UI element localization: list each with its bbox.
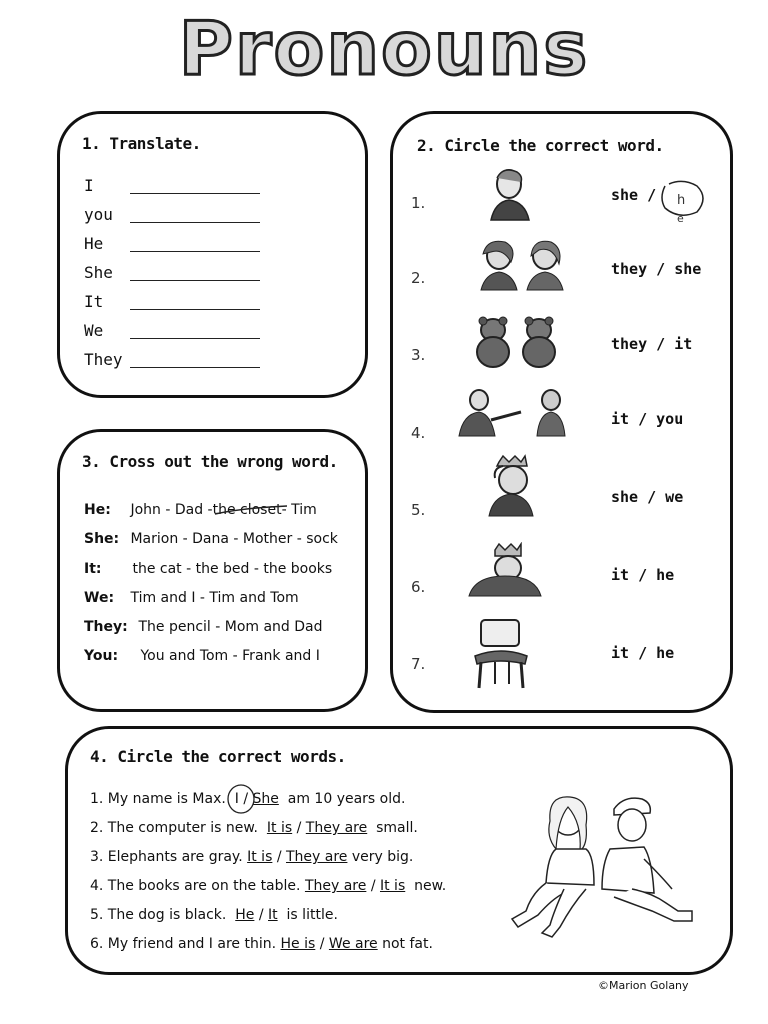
row-text[interactable]: Tim and I - Tim and Tom xyxy=(130,590,299,606)
separator: / xyxy=(258,907,264,923)
sentence-row xyxy=(90,936,433,952)
circle-mark xyxy=(225,783,259,817)
separator: / xyxy=(243,791,249,807)
cross-row xyxy=(84,619,323,635)
choice-text[interactable]: they / she xyxy=(611,260,702,278)
section-3-heading: 3. Cross out the wrong word. xyxy=(82,452,338,471)
separator: / xyxy=(296,820,302,836)
option-b[interactable]: It xyxy=(268,907,278,923)
sentence-end: not fat. xyxy=(382,936,433,952)
two-girls-icon xyxy=(473,236,573,292)
option-b[interactable]: They are xyxy=(286,849,348,865)
king-icon xyxy=(465,542,545,598)
item-number: 6. xyxy=(411,578,426,596)
option-b[interactable]: We are xyxy=(328,936,378,952)
pronoun-word: She xyxy=(84,263,113,282)
sentence-start: 6. My friend and I are thin. xyxy=(90,936,277,952)
choice-text[interactable]: it / you xyxy=(611,410,684,428)
row-label: He: xyxy=(84,502,111,518)
option-a[interactable]: He xyxy=(235,907,255,923)
row-text[interactable]: The pencil - Mom and Dad xyxy=(138,619,323,635)
row-label: She: xyxy=(84,531,120,547)
item-number: 5. xyxy=(411,501,426,519)
cross-row xyxy=(84,531,338,547)
sentence-row xyxy=(90,849,413,865)
cross-row xyxy=(84,561,332,577)
sentence-end: am 10 years old. xyxy=(287,791,406,807)
choice-text[interactable]: it / he xyxy=(611,644,675,662)
row-text[interactable]: the cat - the bed - the books xyxy=(132,561,333,577)
answer-line[interactable] xyxy=(130,280,260,281)
row-text[interactable]: You and Tom - Frank and I xyxy=(140,648,320,664)
item-number: 1. xyxy=(411,194,426,212)
sentence-row xyxy=(90,791,405,807)
option-a[interactable]: It is xyxy=(266,820,293,836)
circle-word-section xyxy=(390,111,733,713)
cross-row xyxy=(84,648,320,664)
option-a[interactable]: They are xyxy=(304,878,367,894)
pronoun-word: They xyxy=(84,350,123,369)
cross-out-stroke xyxy=(213,504,293,518)
pronoun-word: He xyxy=(84,234,104,253)
circled-letter-h: h xyxy=(677,193,686,208)
choice-text[interactable]: she / we xyxy=(611,488,684,506)
answer-line[interactable] xyxy=(130,309,260,310)
cross-row xyxy=(84,590,299,606)
sentence-end: small. xyxy=(376,820,418,836)
sentence-start: 3. Elephants are gray. xyxy=(90,849,243,865)
sentence-end: new. xyxy=(414,878,447,894)
row-text-end[interactable]: - Tim xyxy=(281,502,317,518)
item-number: 4. xyxy=(411,424,426,442)
row-text[interactable]: John - Dad - xyxy=(130,502,213,518)
choice-text[interactable] xyxy=(611,186,656,204)
section-2-heading: 2. Circle the correct word. xyxy=(417,136,664,155)
translate-section xyxy=(57,111,368,398)
boy-icon xyxy=(485,164,535,222)
pronoun-word: I xyxy=(84,176,94,195)
option-a[interactable] xyxy=(235,791,239,807)
cross-out-section xyxy=(57,429,368,712)
sentence-end: very big. xyxy=(351,849,414,865)
pronoun-word: It xyxy=(84,292,104,311)
pronoun-word: you xyxy=(84,205,113,224)
crossed-word[interactable] xyxy=(213,502,282,518)
choice-label: she / xyxy=(611,186,657,204)
pronoun-word: We xyxy=(84,321,104,340)
section-1-heading: 1. Translate. xyxy=(82,134,201,153)
chair-icon xyxy=(471,618,531,690)
answer-line[interactable] xyxy=(130,338,260,339)
answer-line[interactable] xyxy=(130,367,260,368)
sentence-start: 4. The books are on the table. xyxy=(90,878,301,894)
page-title: Pronouns xyxy=(178,6,590,92)
children-sitting-illustration xyxy=(502,793,702,939)
queen-icon xyxy=(481,454,541,518)
separator: / xyxy=(319,936,325,952)
item-number: 3. xyxy=(411,346,426,364)
circled-letter-e: e xyxy=(677,212,684,224)
choice-text[interactable]: it / he xyxy=(611,566,675,584)
answer-line[interactable] xyxy=(130,222,260,223)
sentence-start: 5. The dog is black. xyxy=(90,907,227,923)
section-4-heading: 4. Circle the correct words. xyxy=(90,747,346,766)
sentence-row xyxy=(90,820,418,836)
option-a[interactable]: He is xyxy=(280,936,316,952)
separator: / xyxy=(370,878,376,894)
row-text[interactable]: Marion - Dana - Mother - sock xyxy=(130,531,338,547)
pointing-people-icon xyxy=(455,386,575,438)
copyright-text: ©Marion Golany xyxy=(598,979,689,992)
crossed-word-text: the closet xyxy=(212,502,282,518)
answer-line[interactable] xyxy=(130,193,260,194)
choice-text[interactable]: they / it xyxy=(611,335,693,353)
row-label: We: xyxy=(84,590,115,606)
option-a[interactable]: It is xyxy=(247,849,273,865)
row-label: It: xyxy=(84,561,102,577)
circle-mark xyxy=(657,178,707,224)
sentence-start: 2. The computer is new. xyxy=(90,820,258,836)
row-label: You: xyxy=(84,648,119,664)
row-label: They: xyxy=(84,619,128,635)
item-number: 2. xyxy=(411,269,426,287)
separator: / xyxy=(276,849,282,865)
option-a-text: I xyxy=(234,791,239,807)
bears-icon xyxy=(467,312,567,370)
answer-line[interactable] xyxy=(130,251,260,252)
sentence-row xyxy=(90,907,338,923)
sentence-end: is little. xyxy=(286,907,338,923)
sentence-start: 1. My name is Max. xyxy=(90,791,226,807)
sentence-row xyxy=(90,878,446,894)
option-b[interactable]: They are xyxy=(305,820,368,836)
option-b[interactable]: She xyxy=(252,791,279,807)
circle-words-section xyxy=(65,726,733,975)
option-b[interactable]: It is xyxy=(379,878,406,894)
item-number: 7. xyxy=(411,655,426,673)
cross-row xyxy=(84,502,317,518)
